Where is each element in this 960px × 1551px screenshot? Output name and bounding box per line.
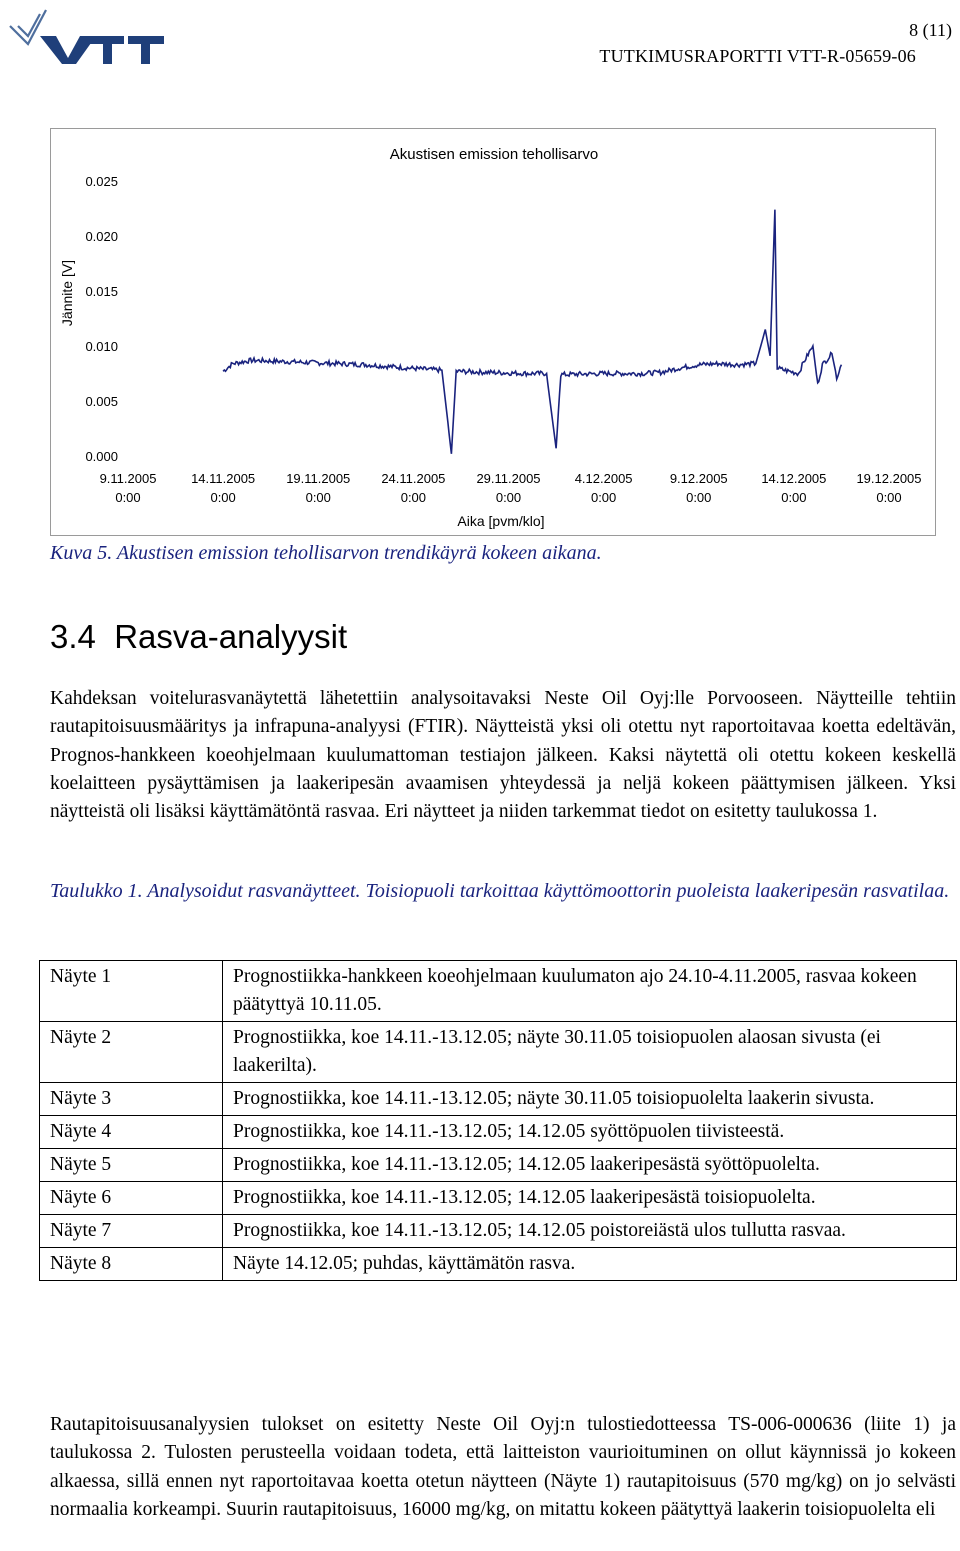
y-tick-label: 0.020 bbox=[85, 229, 118, 244]
sample-description: Prognostiikka, koe 14.11.-13.12.05; näyte 30.11.05 toisiopuolen alaosan sivusta (ei laakerilta). bbox=[223, 1022, 957, 1083]
sample-name: Näyte 8 bbox=[40, 1248, 223, 1281]
ae-rms-chart bbox=[51, 129, 937, 537]
x-tick-label: 14.12.2005 0:00 bbox=[761, 471, 827, 505]
sample-description: Prognostiikka, koe 14.11.-13.12.05; 14.12.05 laakeripesästä toisiopuolelta. bbox=[223, 1182, 957, 1215]
sample-name: Näyte 6 bbox=[40, 1182, 223, 1215]
x-tick-label: 19.12.2005 0:00 bbox=[856, 471, 922, 505]
sample-name: Näyte 2 bbox=[40, 1022, 223, 1083]
paragraph-iron-results: Rautapitoisuusanalyysien tulokset on esitetty Neste Oil Oyj:n tulostiedotteessa TS-006-000636 (liite 1) ja taulukossa 2. Tulosten perusteella voidaan todeta, että laitteiston vaurioituminen on ollut käynnissä jo kokeen alkaessa, sillä ennen nyt raportoitavaa koetta otetun näytteen (Näyte 1) rautapitoisuus (570 mg/kg) on jo selvästi normaalia korkeampi. Suurin rautapitoisuus, 16000 mg/kg, on mitattu kokeen päätyttyä laakerin toisiopuolelta eli bbox=[50, 1414, 956, 1520]
chart-xlabel: Aika [pvm/klo] bbox=[457, 513, 545, 529]
table-row bbox=[40, 1149, 957, 1182]
x-tick-label: 14.11.2005 0:00 bbox=[191, 471, 256, 505]
sample-description: Prognostiikka, koe 14.11.-13.12.05; 14.12.05 laakeripesästä syöttöpuolelta. bbox=[223, 1149, 957, 1182]
sample-description: Prognostiikka, koe 14.11.-13.12.05; näyte 30.11.05 toisiopuolelta laakerin sivusta. bbox=[223, 1083, 957, 1116]
sample-name: Näyte 7 bbox=[40, 1215, 223, 1248]
figure-caption: Kuva 5. Akustisen emission tehollisarvon trendikäyrä kokeen aikana. bbox=[50, 542, 602, 564]
sample-name: Näyte 4 bbox=[40, 1116, 223, 1149]
x-tick-label: 9.11.2005 0:00 bbox=[99, 471, 157, 505]
sample-description: Näyte 14.12.05; puhdas, käyttämätön rasva. bbox=[223, 1248, 957, 1281]
y-tick-label: 0.015 bbox=[85, 284, 118, 299]
chart-frame bbox=[50, 128, 936, 536]
y-tick-label: 0.005 bbox=[85, 394, 118, 409]
samples-table bbox=[39, 960, 957, 1281]
series-line bbox=[223, 210, 841, 454]
section-title: Rasva-analyysit bbox=[114, 618, 348, 655]
paragraph-fat-analysis: Kahdeksan voitelurasvanäytettä lähetettiin analysoitavaksi Neste Oil Oyj:lle Porvooseen. Näytteille tehtiin rautapitoisuusmääritys ja infrapuna-analyysi (FTIR). Näytteistä yksi oli otettu nyt raportoitavaa koetta edeltävän, Prognos-hankkeen koeohjelmaan kuulumattoman testiajon jälkeen. Kaksi näytettä oli otettu kokeen keskellä koelaitteen pysäyttämisen ja laakeripesän avaamisen yhteydessä ja neljä kokeen päättymisen jälkeen. Yksi näytteistä oli lisäksi käyttämätöntä rasvaa. Eri näytteet ja niiden tarkemmat tiedot on esitetty taulukossa 1. bbox=[50, 688, 956, 823]
sample-description: Prognostiikka, koe 14.11.-13.12.05; 14.12.05 syöttöpuolen tiivisteestä. bbox=[223, 1116, 957, 1149]
page-number: 8 (11) bbox=[909, 20, 952, 40]
section-number: 3.4 bbox=[50, 618, 96, 655]
sample-name: Näyte 5 bbox=[40, 1149, 223, 1182]
y-tick-label: 0.010 bbox=[85, 339, 118, 354]
chart-title: Akustisen emission tehollisarvo bbox=[389, 146, 599, 163]
table-row bbox=[40, 1022, 957, 1083]
table-row bbox=[40, 1248, 957, 1281]
x-tick-label: 9.12.2005 0:00 bbox=[669, 471, 728, 505]
y-tick-label: 0.025 bbox=[85, 174, 118, 189]
x-tick-label: 24.11.2005 0:00 bbox=[381, 471, 446, 505]
x-tick-label: 19.11.2005 0:00 bbox=[286, 471, 351, 505]
vtt-logo bbox=[6, 6, 166, 64]
sample-name: Näyte 1 bbox=[40, 961, 223, 1022]
sample-name: Näyte 3 bbox=[40, 1083, 223, 1116]
table-row bbox=[40, 1182, 957, 1215]
table-caption: Taulukko 1. Analysoidut rasvanäytteet. Toisiopuoli tarkoittaa käyttömoottorin puoleista laakeripesän rasvatilaa. bbox=[50, 880, 950, 902]
table-row bbox=[40, 1215, 957, 1248]
sample-description: Prognostiikka-hankkeen koeohjelmaan kuulumaton ajo 24.10-4.11.2005, rasvaa kokeen päätyttyä 10.11.05. bbox=[223, 961, 957, 1022]
x-tick-label: 4.12.2005 0:00 bbox=[574, 471, 633, 505]
sample-description: Prognostiikka, koe 14.11.-13.12.05; 14.12.05 poistoreiästä ulos tullutta rasvaa. bbox=[223, 1215, 957, 1248]
x-tick-label: 29.11.2005 0:00 bbox=[476, 471, 541, 505]
table-row bbox=[40, 1083, 957, 1116]
table-row bbox=[40, 961, 957, 1022]
y-tick-label: 0.000 bbox=[85, 449, 118, 464]
report-id: TUTKIMUSRAPORTTI VTT-R-05659-06 bbox=[599, 46, 916, 66]
table-row bbox=[40, 1116, 957, 1149]
section-heading bbox=[50, 618, 347, 656]
chart-ylabel: Jännite [V] bbox=[59, 259, 75, 327]
